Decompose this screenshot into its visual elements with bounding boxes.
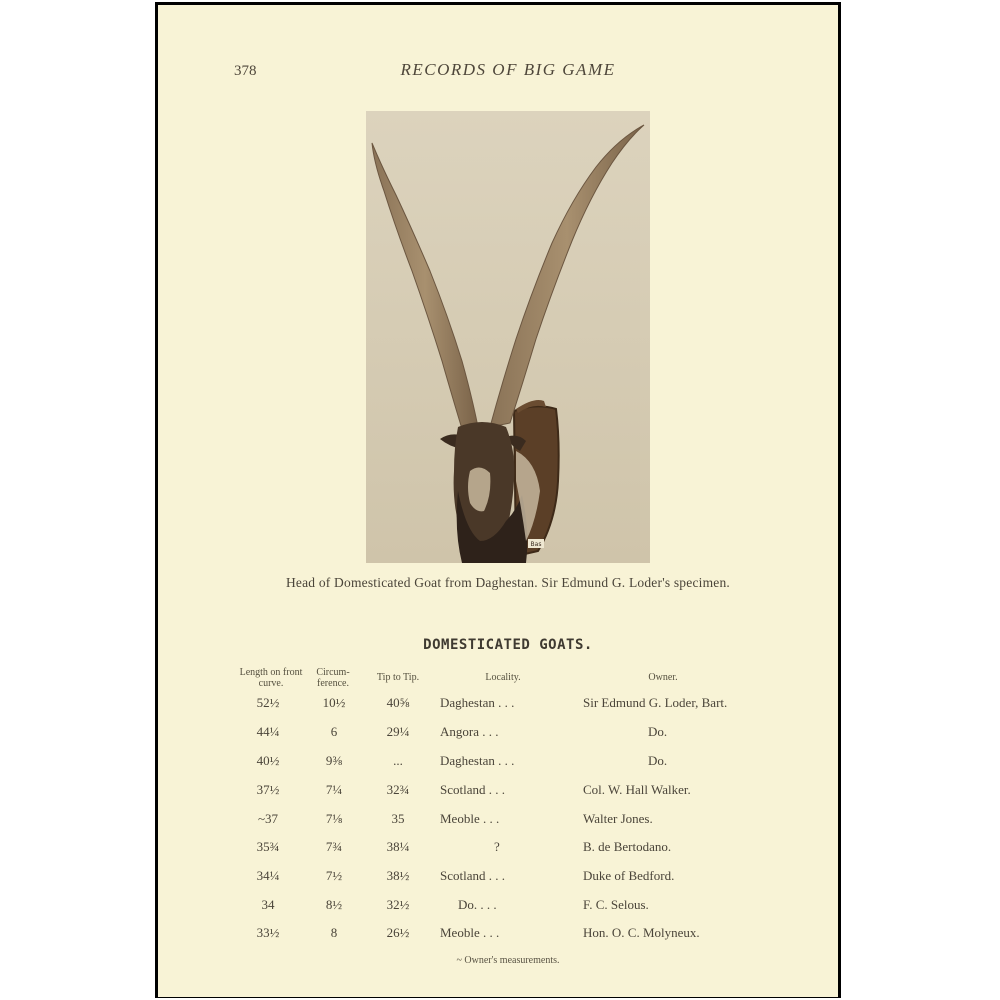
header-owner: Owner. (648, 672, 678, 683)
cell-tip-to-tip: 29¼ (386, 724, 410, 739)
cell-circumference: 7½ (325, 868, 343, 883)
cell-tip-to-tip: ... (393, 753, 403, 768)
cell-locality: Angora . . . (440, 724, 499, 739)
cell-tip-to-tip: 32¾ (386, 782, 410, 797)
cell-locality: Meoble . . . (440, 811, 500, 826)
cell-owner: Duke of Bedford. (583, 868, 675, 883)
shield-label: Bas (530, 541, 542, 548)
cell-owner: Walter Jones. (583, 811, 653, 826)
goat-head-photograph (366, 111, 650, 563)
cell-circumference: 7⅛ (325, 811, 343, 826)
header-tip-to-tip: Tip to Tip. (376, 672, 420, 683)
cell-circumference: 7¼ (325, 782, 343, 797)
cell-circumference: 8½ (325, 897, 343, 912)
cell-owner: Do. (648, 724, 668, 739)
cell-locality: Scotland . . . (440, 782, 505, 797)
table-row (158, 695, 838, 717)
cell-circumference: 9⅜ (325, 753, 343, 768)
book-page (158, 5, 838, 997)
cell-length: 34 (261, 897, 275, 912)
cell-length: 37½ (256, 782, 280, 797)
cell-length: 33½ (256, 925, 280, 940)
cell-locality: Do. . . . (458, 897, 497, 912)
cell-locality: ? (494, 839, 500, 854)
cell-owner: Hon. O. C. Molyneux. (583, 925, 700, 940)
cell-length: ~37 (257, 811, 279, 826)
cell-owner: Sir Edmund G. Loder, Bart. (583, 695, 728, 710)
cell-tip-to-tip: 35 (391, 811, 405, 826)
table-title: DOMESTICATED GOATS. (423, 637, 593, 653)
header-locality: Locality. (485, 672, 521, 683)
cell-circumference: 7¾ (325, 839, 343, 854)
table-row (158, 897, 838, 919)
cell-tip-to-tip: 38¼ (386, 839, 410, 854)
table-row (158, 868, 838, 890)
cell-tip-to-tip: 26½ (386, 925, 410, 940)
cell-owner: B. de Bertodano. (583, 839, 672, 854)
cell-locality: Scotland . . . (440, 868, 505, 883)
cell-tip-to-tip: 40⅝ (386, 695, 410, 710)
cell-length: 35¾ (256, 839, 280, 854)
table-row (158, 782, 838, 804)
cell-length: 44¼ (256, 724, 280, 739)
page-number: 378 (234, 63, 257, 79)
running-head: RECORDS OF BIG GAME (400, 60, 616, 79)
cell-length: 52½ (256, 695, 280, 710)
cell-tip-to-tip: 32½ (386, 897, 410, 912)
header-length: Length on front curve. (239, 667, 303, 689)
cell-owner: Col. W. Hall Walker. (583, 782, 691, 797)
plate-caption: Head of Domesticated Goat from Daghestan. Sir Edmund G. Loder's specimen. (285, 575, 731, 590)
cell-owner: Do. (648, 753, 668, 768)
table-row (158, 925, 838, 947)
cell-owner: F. C. Selous. (583, 897, 649, 912)
table-row (158, 839, 838, 861)
header-circumference: Circum-ference. (316, 667, 350, 689)
cell-locality: Daghestan . . . (440, 695, 515, 710)
table-row (158, 753, 838, 775)
cell-locality: Daghestan . . . (440, 753, 515, 768)
table-row (158, 724, 838, 746)
cell-length: 40½ (256, 753, 280, 768)
cell-locality: Meoble . . . (440, 925, 500, 940)
cell-tip-to-tip: 38½ (386, 868, 410, 883)
cell-circumference: 8 (330, 925, 338, 940)
cell-length: 34¼ (256, 868, 280, 883)
table-footnote: ~ Owner's measurements. (456, 955, 560, 966)
cell-circumference: 6 (330, 724, 338, 739)
cell-circumference: 10½ (322, 695, 346, 710)
table-row (158, 811, 838, 833)
